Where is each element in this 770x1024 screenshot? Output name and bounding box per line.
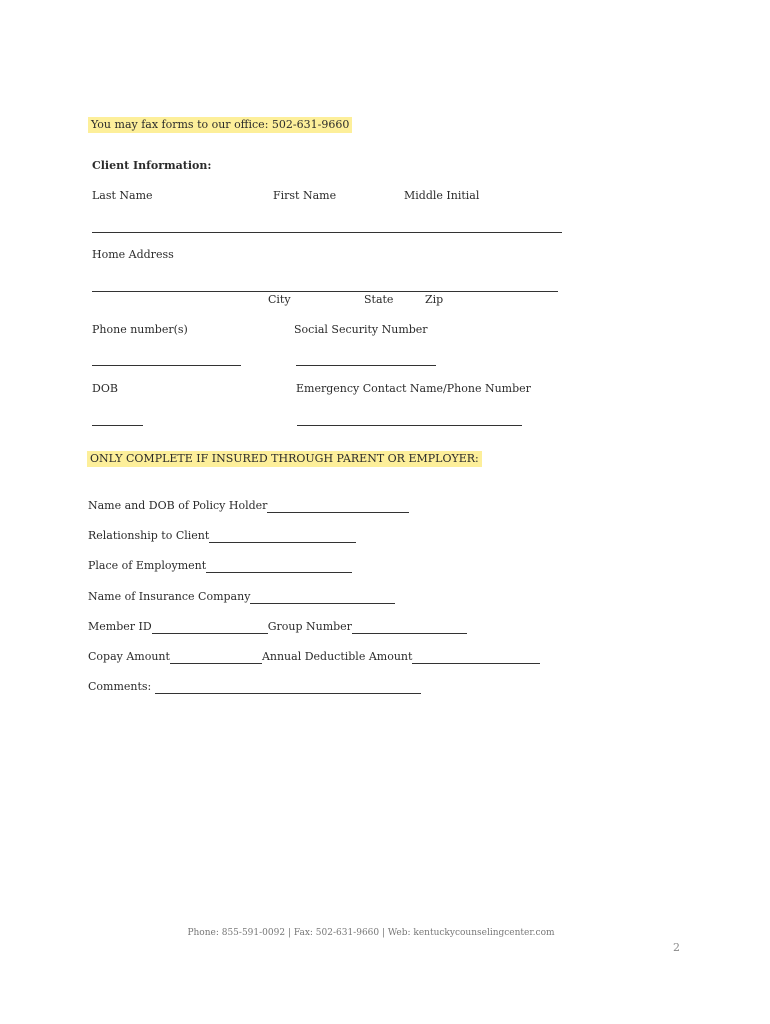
phone-line[interactable] (92, 365, 241, 366)
policy-holder-label: Name and DOB of Policy Holder (88, 499, 268, 512)
dob-label: DOB (92, 382, 118, 395)
deductible-line[interactable] (412, 651, 540, 664)
dob-line[interactable] (92, 425, 143, 426)
last-name-label: Last Name (92, 189, 153, 202)
relationship-row (88, 529, 356, 543)
insurance-notice: ONLY COMPLETE IF INSURED THROUGH PARENT OR EMPLOYER: (87, 451, 482, 467)
policy-holder-line[interactable] (267, 500, 409, 513)
home-address-label: Home Address (92, 248, 174, 261)
group-number-label: Group Number (267, 620, 352, 633)
policy-holder-row (88, 499, 409, 513)
city-label: City (268, 293, 291, 306)
ssn-label: Social Security Number (294, 323, 428, 336)
ssn-line[interactable] (296, 365, 436, 366)
copay-deductible-row (88, 650, 540, 664)
copay-line[interactable] (170, 651, 262, 664)
footer-contact: Phone: 855-591-0092 | Fax: 502-631-9660 | Web: kentuckycounselingcenter.com (187, 928, 555, 938)
insurance-company-label: Name of Insurance Company (88, 590, 251, 603)
client-info-heading: Client Information: (92, 159, 212, 172)
group-number-line[interactable] (352, 621, 467, 634)
fax-notice: You may fax forms to our office: 502-631-9660 (88, 117, 352, 133)
state-label: State (364, 293, 394, 306)
emergency-contact-label: Emergency Contact Name/Phone Number (296, 382, 531, 395)
comments-row (88, 680, 421, 694)
page-number: 2 (673, 941, 680, 954)
employment-line[interactable] (206, 560, 352, 573)
copay-label: Copay Amount (88, 650, 170, 663)
member-id-label: Member ID (88, 620, 152, 633)
middle-initial-label: Middle Initial (404, 189, 480, 202)
relationship-line[interactable] (209, 530, 356, 543)
phone-label: Phone number(s) (92, 323, 188, 336)
first-name-label: First Name (273, 189, 337, 202)
member-group-row (88, 620, 467, 634)
home-address-line[interactable] (92, 291, 558, 292)
comments-line[interactable] (155, 681, 421, 694)
relationship-label: Relationship to Client (88, 529, 210, 542)
employment-label: Place of Employment (88, 559, 207, 572)
name-field-line[interactable] (92, 232, 562, 233)
insurance-company-row (88, 590, 395, 604)
emergency-contact-line[interactable] (297, 425, 522, 426)
deductible-label: Annual Deductible Amount (261, 650, 413, 663)
employment-row (88, 559, 352, 573)
insurance-company-line[interactable] (250, 591, 395, 604)
comments-label: Comments: (88, 680, 155, 693)
zip-label: Zip (425, 293, 444, 306)
member-id-line[interactable] (152, 621, 268, 634)
